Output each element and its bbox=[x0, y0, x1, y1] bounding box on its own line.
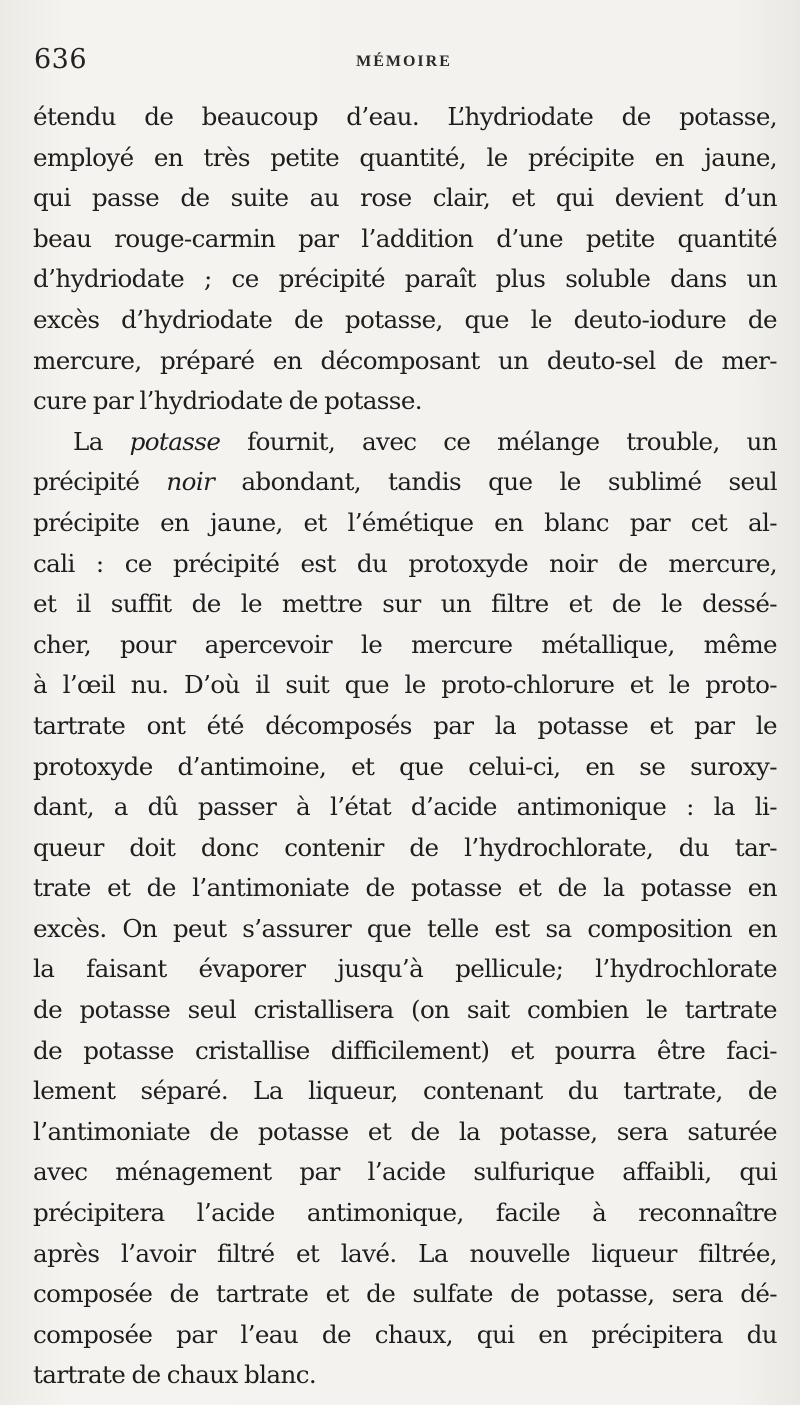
text-line: l’antimoniate de potasse et de la potasse, sera saturée bbox=[33, 1116, 777, 1146]
text-line bbox=[33, 462, 777, 503]
text-line: tartrate de chaux blanc. bbox=[33, 1360, 317, 1390]
text-line: après l’avoir filtré et lavé. La nouvelle liqueur filtrée, bbox=[33, 1238, 777, 1268]
text-segment: précipité bbox=[33, 467, 167, 497]
text-line: excès. On peut s’assurer que telle est sa composition en bbox=[33, 913, 777, 943]
text-line: qui passe de suite au rose clair, et qui devient d’un bbox=[33, 183, 777, 213]
text-line: d’hydriodate ; ce précipité paraît plus soluble dans un bbox=[33, 264, 777, 294]
text-line: dant, a dû passer à l’état d’acide antimonique : la li- bbox=[33, 792, 777, 822]
text-segment: La bbox=[73, 426, 130, 456]
italic-term: noir bbox=[166, 467, 215, 497]
text-line: cure par l’hydriodate de potasse. bbox=[33, 386, 422, 416]
text-line: mercure, préparé en décomposant un deuto-sel de mer- bbox=[33, 345, 777, 375]
text-line: cher, pour apercevoir le mercure métallique, même bbox=[33, 629, 777, 659]
text-line: composée de tartrate et de sulfate de potasse, sera dé- bbox=[33, 1279, 777, 1309]
text-line: précipite en jaune, et l’émétique en blanc par cet al- bbox=[33, 507, 777, 537]
text-line: queur doit donc contenir de l’hydrochlorate, du tar- bbox=[33, 832, 777, 862]
text-line: étendu de beaucoup d’eau. L’hydriodate de potasse, bbox=[33, 102, 777, 131]
text-line: protoxyde d’antimoine, et que celui-ci, en se suroxy- bbox=[33, 751, 777, 781]
page-header bbox=[34, 44, 774, 88]
text-line: précipitera l’acide antimonique, facile à reconnaître bbox=[33, 1198, 777, 1228]
italic-term: potasse bbox=[129, 426, 221, 456]
text-segment: abondant, tandis que le sublimé seul bbox=[214, 467, 777, 497]
running-title: MÉMOIRE bbox=[356, 53, 452, 70]
text-line: de potasse cristallise difficilement) et pourra être faci- bbox=[33, 1035, 777, 1065]
text-line: tartrate ont été décomposés par la potasse et par le bbox=[33, 710, 777, 740]
page-number: 636 bbox=[34, 44, 88, 75]
text-line: trate et de l’antimoniate de potasse et de la potasse en bbox=[33, 873, 777, 903]
text-line: et il suffit de le mettre sur un filtre et de le dessé- bbox=[33, 589, 777, 619]
text-line bbox=[33, 422, 777, 463]
text-line: employé en très petite quantité, le précipite en jaune, bbox=[33, 142, 777, 172]
text-line: beau rouge-carmin par l’addition d’une petite quantité bbox=[33, 223, 777, 253]
body-text bbox=[33, 97, 777, 1396]
text-line: composée par l’eau de chaux, qui en précipitera du bbox=[33, 1319, 777, 1349]
text-line: la faisant évaporer jusqu’à pellicule; l’hydrochlorate bbox=[33, 954, 777, 984]
text-line: à l’œil nu. D’où il suit que le proto-chlorure et le proto- bbox=[33, 670, 777, 700]
text-line: avec ménagement par l’acide sulfurique affaibli, qui bbox=[33, 1157, 777, 1187]
text-line: lement séparé. La liqueur, contenant du tartrate, de bbox=[33, 1076, 777, 1106]
text-segment: fournit, avec ce mélange trouble, un bbox=[220, 426, 777, 456]
text-line: cali : ce précipité est du protoxyde noir de mercure, bbox=[33, 548, 777, 578]
text-line: excès d’hydriodate de potasse, que le deuto-iodure de bbox=[33, 304, 777, 334]
text-line: de potasse seul cristallisera (on sait combien le tartrate bbox=[33, 995, 777, 1025]
